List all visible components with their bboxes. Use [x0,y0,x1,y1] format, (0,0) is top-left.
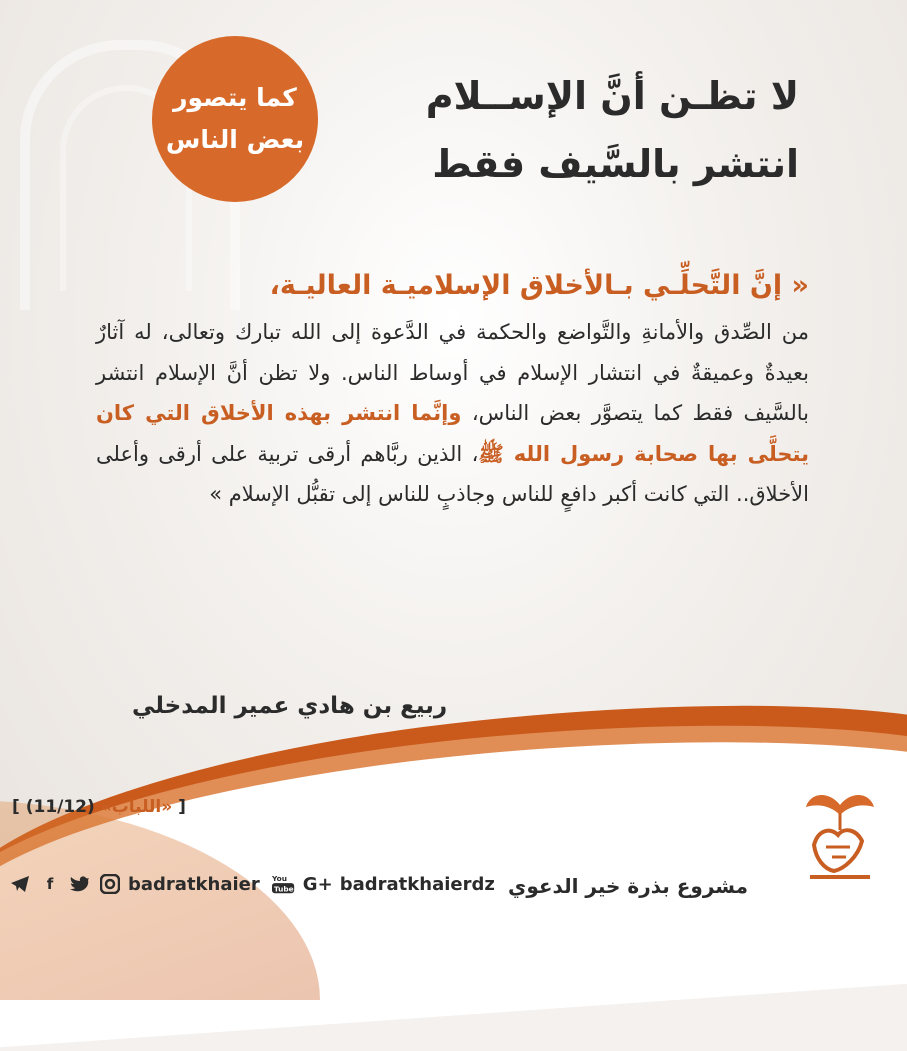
quote-highlight: وإنَّما انتشر بهذه الأخلاق التي كان يتحلَّى بها صحابة رسول الله ﷺ [96,401,809,466]
telegram-icon[interactable] [8,872,32,896]
subtitle-line-1: كما يتصور [173,83,297,112]
project-name: مشروع بذرة خير الدعوي [508,874,749,898]
source-bracket-close: ] [12,797,20,817]
quote-author: ربيع بن هادي عمير المدخلي [132,693,448,719]
social-handle-secondary[interactable]: badratkhaierdz [339,873,495,895]
source-bracket-open: [ [178,797,186,817]
svg-text:Tube: Tube [273,884,294,894]
page-title [359,62,799,198]
title-line-1: لا تظـن أنَّ الإســلام [425,74,799,118]
instagram-icon[interactable] [98,872,122,896]
source-book: «اللباب» [100,797,173,817]
social-handle-primary[interactable]: badratkhaier [128,873,260,895]
svg-text:You: You [271,874,287,884]
quote-heading: « إنَّ التَّحلِّـي بـالأخلاق الإسلاميـة العاليـة، [269,270,809,301]
subtitle-line-2: بعض الناس [165,125,305,154]
social-links [0,868,501,900]
twitter-icon[interactable] [68,872,92,896]
youtube-icon[interactable] [272,872,296,896]
quote-text-part-2: ، الذين ربَّاهم أرقى تربية على أرقى وأعلى الأخلاق.. التي كانت أكبر دافعٍ للناس وجاذبٍ للناس إلى تقبُّل الإسلام » [96,441,809,507]
google-plus-icon[interactable]: G+ [302,873,333,895]
source-pages: (11/12) [25,797,95,817]
source-reference [12,797,186,817]
quote-body [96,262,809,515]
subtitle-circle [152,36,318,202]
title-line-2: انتشر بالسَّيف فقط [432,142,799,186]
facebook-icon[interactable]: f [46,875,54,893]
badrat-khaier-logo-icon [798,785,882,885]
quote-text-part-1: من الصِّدق والأمانةِ والتَّواضع والحكمة في الدَّعوة إلى الله تبارك وتعالى، له آثارٌ بعيدةٌ وعميقةٌ في انتشار الإسلام في أوساط الناس. ولا تظن أنَّ الإسلام انتشر بالسَّيف فقط كما يتصوَّر بعض الناس، [96,320,809,426]
